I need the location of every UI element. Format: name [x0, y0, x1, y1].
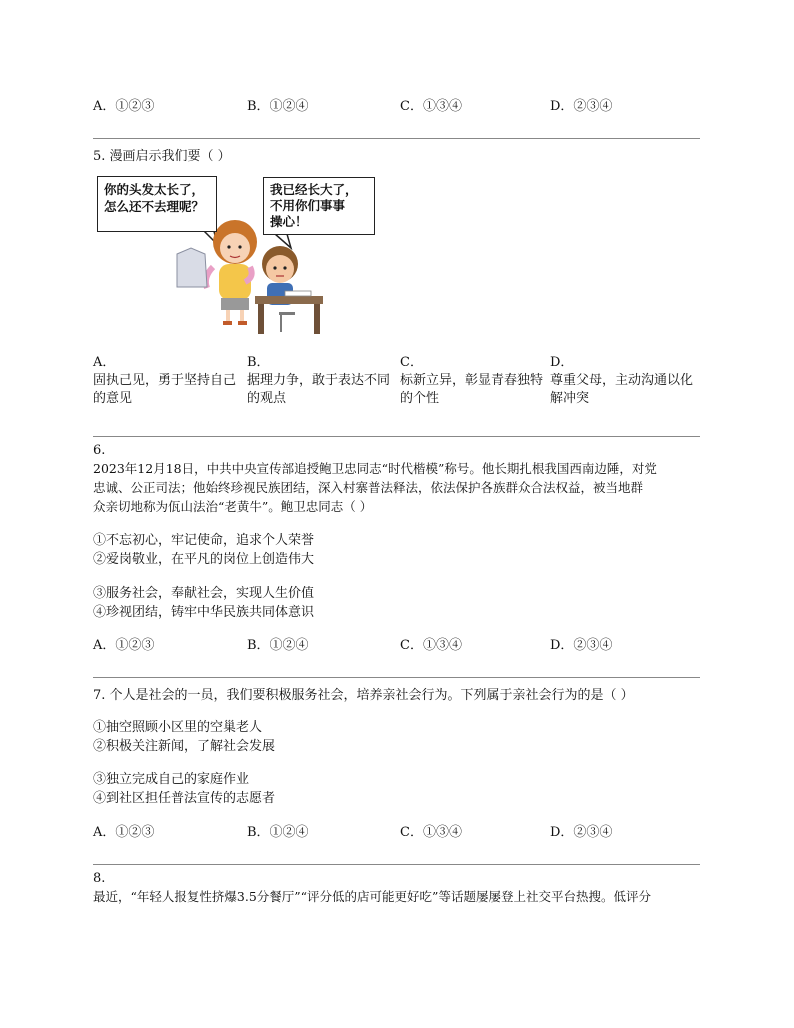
q7-option-a[interactable]: A．①②③ [93, 825, 155, 840]
speech-bubble-mother [97, 176, 217, 232]
cartoon-illustration [95, 172, 380, 337]
q6-stem-line: 忠诚、公正司法；他始终珍视民族团结，深入村寨普法释法，依法保护各族群众合法权益，被当地群 [93, 480, 644, 495]
q7-option-b[interactable]: B．①②④ [247, 825, 309, 840]
divider [93, 138, 700, 139]
option-text: 的意见 [93, 391, 133, 406]
q5-stem: 5. 漫画启示我们要（ ） [93, 149, 231, 164]
option-text: 的观点 [247, 391, 287, 406]
q6-statement: ①不忘初心，牢记使命，追求个人荣誉 [93, 533, 315, 548]
q7-statement: ①抽空照顾小区里的空巢老人 [93, 720, 263, 735]
q4-option-d[interactable]: D．②③④ [550, 99, 613, 114]
q7-statement: ④到社区担任普法宣传的志愿者 [93, 791, 276, 806]
option-label: A． [93, 355, 116, 370]
option-text: 的个性 [400, 391, 440, 406]
bubble-line: 我已经长大了， [270, 182, 358, 197]
bubble-line: 你的头发太长了， [104, 182, 205, 197]
q7-options [93, 821, 703, 839]
q6-stem-line: 2023年12月18日，中共中央宣传部追授鲍卫忠同志“时代楷模”称号。他长期扎根我国西南边陲，对党 [93, 461, 657, 476]
q4-option-b[interactable]: B．①②④ [247, 99, 309, 114]
q7-statement: ③独立完成自己的家庭作业 [93, 772, 250, 787]
bubble-line: 不用你们事事 [270, 198, 346, 213]
q6-option-a[interactable]: A．①②③ [93, 638, 155, 653]
speech-bubble-boy [263, 177, 375, 235]
option-label: C． [400, 355, 423, 370]
q7-statement: ②积极关注新闻，了解社会发展 [93, 739, 276, 754]
q6-option-b[interactable]: B．①②④ [247, 638, 309, 653]
divider [93, 436, 700, 437]
bubble-line: 怎么还不去理呢？ [104, 199, 205, 214]
q6-number: 6. [93, 443, 106, 458]
bubble-line: 操心！ [270, 214, 308, 229]
q6-statement: ②爱岗敬业，在平凡的岗位上创造伟大 [93, 552, 315, 567]
q5-option-d[interactable] [550, 354, 700, 408]
q4-option-a[interactable]: A．①②③ [93, 99, 155, 114]
option-label: B． [247, 355, 270, 370]
q6-option-d[interactable]: D．②③④ [550, 638, 613, 653]
q6-stem-line: 众亲切地称为佤山法治“老黄牛”。鲍卫忠同志（ ） [93, 499, 373, 514]
option-text: 标新立异，彰显青春独特 [400, 373, 544, 388]
q7-option-c[interactable]: C．①③④ [400, 825, 462, 840]
q5-option-a[interactable] [93, 354, 243, 408]
q5-option-c[interactable] [400, 354, 550, 408]
q8-number: 8. [93, 871, 106, 886]
q6-option-c[interactable]: C．①③④ [400, 638, 462, 653]
q8-stem: 最近，“年轻人报复性挤爆3.5分餐厅”“评分低的店可能更好吃”等话题屡屡登上社交平台热搜。低评分 [93, 889, 651, 904]
q7-option-d[interactable]: D．②③④ [550, 825, 613, 840]
q6-options [93, 634, 703, 652]
q4-option-c[interactable]: C．①③④ [400, 99, 462, 114]
q6-statement: ③服务社会，奉献社会，实现人生价值 [93, 586, 315, 601]
option-text: 固执己见，勇于坚持自己 [93, 373, 237, 388]
divider [93, 677, 700, 678]
q4-options [93, 95, 703, 113]
q6-statement: ④珍视团结，铸牢中华民族共同体意识 [93, 605, 315, 620]
q5-option-b[interactable] [247, 354, 397, 408]
divider [93, 864, 700, 865]
option-text: 尊重父母，主动沟通以化 [550, 373, 694, 388]
option-label: D． [550, 355, 574, 370]
option-text: 解冲突 [550, 391, 590, 406]
option-text: 据理力争，敢于表达不同 [247, 373, 391, 388]
q7-stem: 7. 个人是社会的一员，我们要积极服务社会，培养亲社会行为。下列属于亲社会行为的是（ ） [93, 688, 634, 703]
